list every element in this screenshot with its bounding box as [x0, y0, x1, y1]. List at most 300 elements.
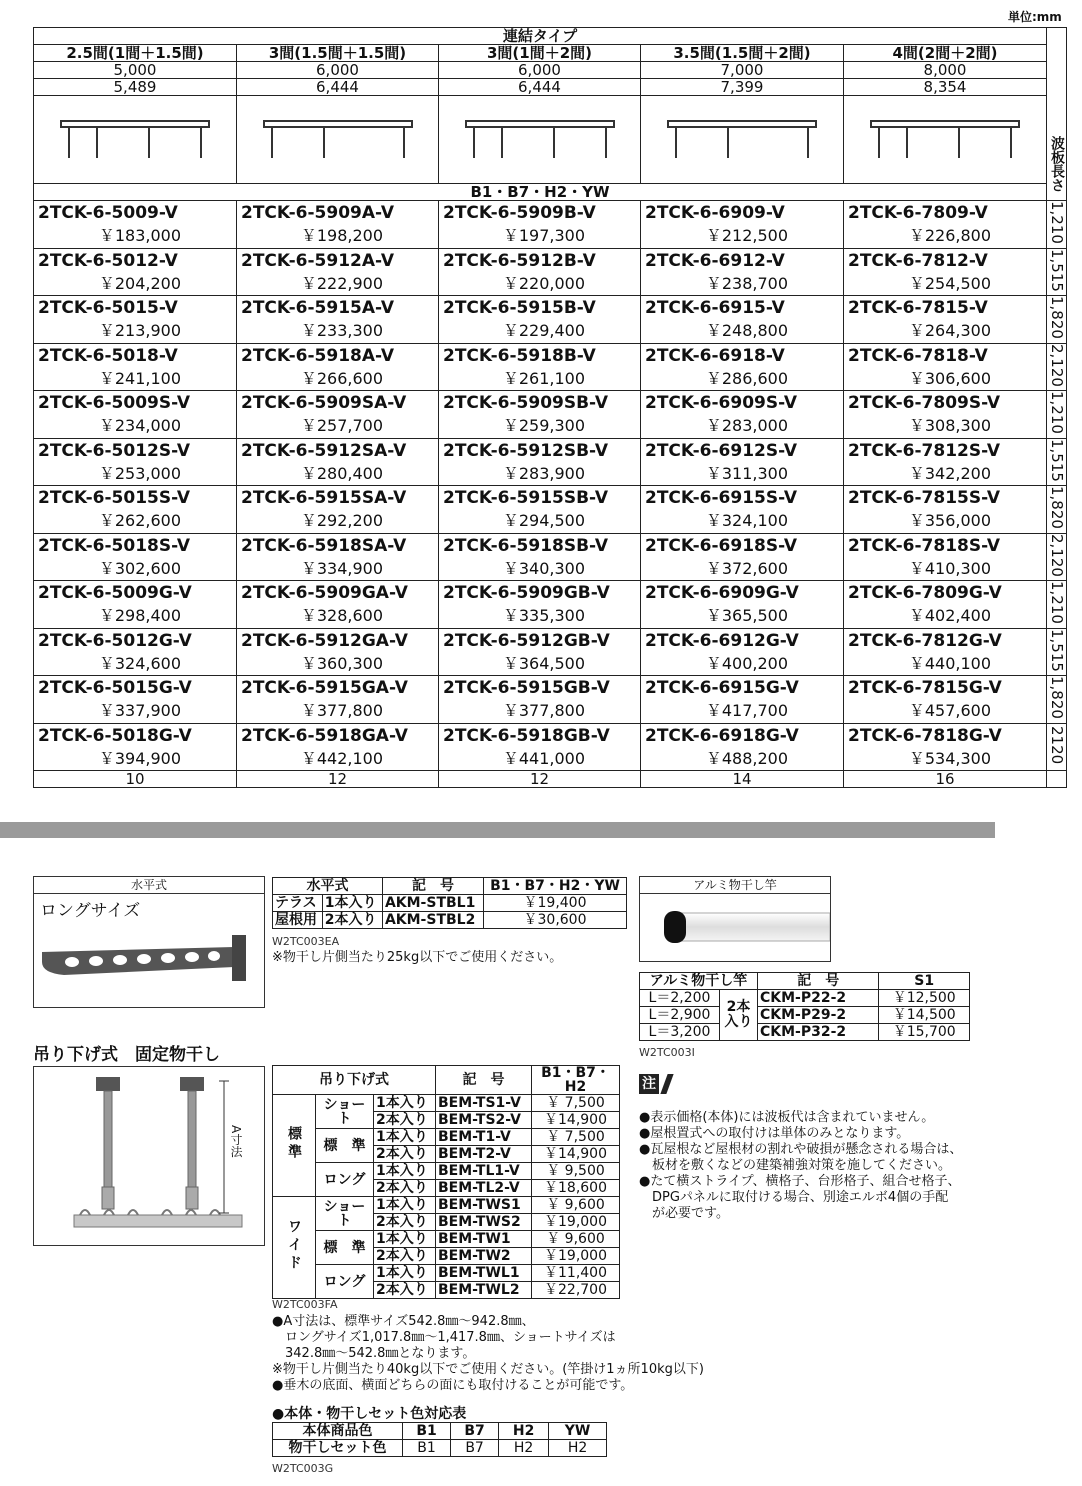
product-code: 2TCK-6-5012G-V: [34, 628, 237, 653]
product-code: 2TCK-6-5018G-V: [34, 723, 237, 748]
hanging-head-color: B1・B7・H2: [532, 1066, 620, 1095]
product-price: ￥324,600: [34, 653, 237, 676]
awning-post: [878, 128, 880, 158]
product-code: 2TCK-6-7818G-V: [844, 723, 1047, 748]
product-price: ￥283,000: [641, 415, 844, 438]
product-code: 2TCK-6-6909-V: [641, 201, 844, 226]
hanging-note-line: ●垂木の底面、横面どちらの面にも取付けることが可能です。: [272, 1378, 634, 1393]
column-width: 5,000: [34, 62, 237, 79]
hanging-qty: 1本入り: [374, 1163, 436, 1180]
column-width: 8,000: [844, 62, 1047, 79]
product-price: ￥306,600: [844, 368, 1047, 391]
awning-post: [271, 128, 273, 158]
wave-length-text: 1,515: [1048, 248, 1067, 292]
product-code: 2TCK-6-5912A-V: [237, 248, 439, 273]
hanger-hole: [161, 953, 175, 963]
horizontal-hanger-image: [34, 917, 264, 1007]
product-code: 2TCK-6-6915-V: [641, 296, 844, 321]
column-width: 7,000: [641, 62, 844, 79]
awning-diagram-cell: [844, 96, 1047, 184]
table-row: [34, 605, 1067, 628]
wave-length-text: 2,120: [1048, 343, 1067, 387]
notice-item: 板材を敷くなどの建築補強対策を施してください。: [639, 1158, 952, 1173]
group-title: 連結タイプ: [34, 28, 1047, 45]
table-row: [34, 581, 1067, 606]
product-code: 2TCK-6-7809-V: [844, 201, 1047, 226]
awning-roof: [667, 120, 817, 128]
pole-code: CKM-P22-2: [758, 990, 879, 1007]
product-price: ￥257,700: [237, 415, 439, 438]
wave-length: [1047, 438, 1067, 486]
table-row: [34, 225, 1067, 248]
awning-diagram: [263, 120, 413, 160]
table-row: [34, 748, 1067, 771]
column-name: 3間(1.5間＋1.5間): [237, 45, 439, 62]
hanging-group-text: ワイド: [286, 1219, 302, 1273]
notice-item: ●表示価格(本体)には波板代は含まれていません。: [639, 1110, 935, 1125]
product-price: ￥328,600: [237, 605, 439, 628]
horizontal-code: AKM-STBL2: [382, 912, 483, 929]
hanging-price: ￥14,900: [532, 1146, 620, 1163]
product-code: 2TCK-6-5918GA-V: [237, 723, 439, 748]
hanger-hole: [113, 955, 127, 965]
product-code: 2TCK-6-6909S-V: [641, 391, 844, 416]
column-name: 2.5間(1間＋1.5間): [34, 45, 237, 62]
awning-post: [1010, 128, 1012, 158]
product-price: ￥342,200: [844, 463, 1047, 486]
awning-diagram-cell: [237, 96, 439, 184]
hanging-size: ロング: [316, 1163, 374, 1197]
notice-item: ●屋根置式への取付けは単体のみとなります。: [639, 1126, 910, 1141]
color-ref: W2TC003G: [272, 1462, 334, 1475]
product-price: ￥402,400: [844, 605, 1047, 628]
hanging-group: [273, 1197, 316, 1299]
horizontal-head-color: B1・B7・H2・YW: [484, 878, 627, 895]
product-price: ￥400,200: [641, 653, 844, 676]
column-depth: 6,444: [237, 79, 439, 96]
wave-length-text: 1,820: [1048, 486, 1067, 530]
horizontal-price: ￥30,600: [484, 912, 627, 929]
column-name: 4間(2間＋2間): [844, 45, 1047, 62]
product-code: 2TCK-6-6915S-V: [641, 486, 844, 511]
product-price: ￥417,700: [641, 700, 844, 723]
pole-price: ￥14,500: [879, 1007, 970, 1024]
product-price: ￥198,200: [237, 225, 439, 248]
wave-length: [1047, 723, 1067, 771]
hanging-code: BEM-TL1-V: [436, 1163, 532, 1180]
table-row: [34, 415, 1067, 438]
horizontal-ref: W2TC003EA: [272, 935, 340, 948]
awning-roof: [870, 120, 1020, 128]
product-price: ￥442,100: [237, 748, 439, 771]
hanging-code: BEM-TW2: [436, 1248, 532, 1265]
hanging-code: BEM-TS1-V: [436, 1095, 532, 1112]
table-row: [34, 368, 1067, 391]
notice-item: ●たて横ストライプ、横格子、台形格子、組合せ格子、: [639, 1174, 961, 1189]
horizontal-price: ￥19,400: [484, 895, 627, 912]
horizontal-note: ※物干し片側当たり25kg以下でご使用ください。: [272, 950, 563, 965]
product-price: ￥377,800: [237, 700, 439, 723]
table-row: [34, 700, 1067, 723]
color-table: [272, 1422, 607, 1457]
product-price: ￥229,400: [439, 320, 641, 343]
horizontal-box-title: 水平式: [34, 877, 264, 894]
column-width: 6,000: [237, 62, 439, 79]
hanger-hole: [208, 951, 220, 961]
hanging-code: BEM-TS2-V: [436, 1112, 532, 1129]
color-row2-label: 物干しセット色: [273, 1440, 403, 1457]
wave-length: [1047, 248, 1067, 296]
hanging-price: ￥ 9,500: [532, 1163, 620, 1180]
set-color: B7: [451, 1440, 499, 1457]
hanging-heading: 吊り下げ式 固定物干し: [33, 1045, 220, 1065]
product-price: ￥238,700: [641, 273, 844, 296]
awning-post: [96, 128, 98, 158]
table-row: [273, 1163, 620, 1180]
product-code: 2TCK-6-6912G-V: [641, 628, 844, 653]
hanger-hole: [185, 952, 199, 962]
product-price: ￥212,500: [641, 225, 844, 248]
body-color: B7: [451, 1423, 499, 1440]
table-row: [34, 248, 1067, 273]
product-code: 2TCK-6-7812G-V: [844, 628, 1047, 653]
product-price: ￥337,900: [34, 700, 237, 723]
wave-length: [1047, 628, 1067, 676]
wave-length: [1047, 581, 1067, 629]
set-color: H2: [549, 1440, 607, 1457]
hanging-size: 標 準: [316, 1129, 374, 1163]
pole-price: ￥15,700: [879, 1024, 970, 1041]
product-code: 2TCK-6-5015S-V: [34, 486, 237, 511]
awning-post: [403, 128, 405, 158]
product-price: ￥213,900: [34, 320, 237, 343]
product-price: ￥264,300: [844, 320, 1047, 343]
product-code: 2TCK-6-7818S-V: [844, 533, 1047, 558]
wave-length: [1047, 296, 1067, 344]
column-count: 14: [641, 771, 844, 788]
product-price: ￥292,200: [237, 510, 439, 533]
column-count: 16: [844, 771, 1047, 788]
table-row: [273, 1231, 620, 1248]
product-price: ￥360,300: [237, 653, 439, 676]
hanging-image-box: [33, 1066, 265, 1246]
product-code: 2TCK-6-7812S-V: [844, 438, 1047, 463]
wave-length-text: 1,820: [1048, 676, 1067, 720]
hanging-notes: [272, 1314, 704, 1394]
color-table-title: ●本体・物干しセット色対応表: [272, 1406, 467, 1422]
product-code: 2TCK-6-5009-V: [34, 201, 237, 226]
hanging-size: ショート: [316, 1095, 374, 1129]
hanging-table: [272, 1065, 620, 1299]
product-code: 2TCK-6-5009G-V: [34, 581, 237, 606]
hanger-hole: [89, 956, 103, 966]
wave-length-text: 1,210: [1048, 201, 1067, 245]
product-code: 2TCK-6-5909A-V: [237, 201, 439, 226]
product-price: ￥410,300: [844, 558, 1047, 581]
pole-length: L＝2,200: [640, 990, 720, 1007]
table-row: [34, 463, 1067, 486]
product-price: ￥308,300: [844, 415, 1047, 438]
hanging-qty: 1本入り: [374, 1265, 436, 1282]
body-color: H2: [499, 1423, 549, 1440]
column-count: 10: [34, 771, 237, 788]
hanging-price: ￥18,600: [532, 1180, 620, 1197]
horizontal-head-type: 水平式: [273, 878, 383, 895]
product-price: ￥534,300: [844, 748, 1047, 771]
product-price: ￥440,100: [844, 653, 1047, 676]
hanging-head-type: 吊り下げ式: [273, 1066, 436, 1095]
long-size-label: ロングサイズ: [40, 901, 141, 921]
table-row: [273, 1265, 620, 1282]
wave-length-text: 1,515: [1048, 628, 1067, 672]
hanging-qty: 2本入り: [374, 1146, 436, 1163]
wave-length: [1047, 201, 1067, 249]
table-row: [273, 1095, 620, 1112]
awning-diagram-cell: [34, 96, 237, 184]
product-code: 2TCK-6-7809S-V: [844, 391, 1047, 416]
pole-box-title: アルミ物干し竿: [640, 877, 830, 894]
awning-post: [807, 128, 809, 158]
product-code: 2TCK-6-5915SB-V: [439, 486, 641, 511]
product-code: 2TCK-6-6909G-V: [641, 581, 844, 606]
pole-ref: W2TC003I: [639, 1046, 695, 1059]
hanging-price: ￥22,700: [532, 1282, 620, 1299]
hanging-code: BEM-TWS2: [436, 1214, 532, 1231]
wave-length-text: 1,210: [1048, 391, 1067, 435]
hanging-code: BEM-T2-V: [436, 1146, 532, 1163]
hanging-group: [273, 1095, 316, 1197]
product-code: 2TCK-6-6912-V: [641, 248, 844, 273]
column-depth: 6,444: [439, 79, 641, 96]
hanging-code: BEM-TW1: [436, 1231, 532, 1248]
awning-post: [473, 128, 475, 158]
awning-post: [906, 128, 908, 158]
dim-a-label: A寸法: [229, 1125, 243, 1158]
product-code: 2TCK-6-7809G-V: [844, 581, 1047, 606]
product-code: 2TCK-6-5909GB-V: [439, 581, 641, 606]
product-price: ￥457,600: [844, 700, 1047, 723]
hanging-price: ￥11,400: [532, 1265, 620, 1282]
product-price: ￥377,800: [439, 700, 641, 723]
product-code: 2TCK-6-7815G-V: [844, 676, 1047, 701]
hanging-size: ロング: [316, 1265, 374, 1299]
product-price: ￥241,100: [34, 368, 237, 391]
product-code: 2TCK-6-5915A-V: [237, 296, 439, 321]
notice-label: 注: [639, 1074, 659, 1094]
awning-roof: [263, 120, 413, 128]
product-code: 2TCK-6-5918B-V: [439, 343, 641, 368]
hanging-price: ￥ 7,500: [532, 1095, 620, 1112]
pole-head-type: アルミ物干し竿: [640, 973, 758, 990]
table-row: [34, 296, 1067, 321]
awning-post: [148, 128, 150, 158]
hanging-note-line: ●A寸法は、標準サイズ542.8㎜～942.8㎜、: [272, 1314, 535, 1329]
hanging-price: ￥ 9,600: [532, 1197, 620, 1214]
horizontal-place: 屋根用: [273, 912, 323, 929]
product-price: ￥372,600: [641, 558, 844, 581]
hanger-hole: [65, 957, 79, 967]
hanging-qty: 1本入り: [374, 1231, 436, 1248]
product-price: ￥311,300: [641, 463, 844, 486]
empty-cell: [1047, 771, 1067, 788]
hanging-ref: W2TC003FA: [272, 1298, 338, 1311]
hanging-qty: 2本入り: [374, 1282, 436, 1299]
table-row: [34, 653, 1067, 676]
section-divider: [0, 822, 995, 838]
pole-qty: 2本入り: [720, 990, 758, 1041]
hanging-qty: 2本入り: [374, 1112, 436, 1129]
product-code: 2TCK-6-5018-V: [34, 343, 237, 368]
hanging-group-text: 標準: [286, 1126, 302, 1162]
awning-post: [727, 128, 729, 158]
horizontal-code: AKM-STBL1: [382, 895, 483, 912]
product-price: ￥259,300: [439, 415, 641, 438]
product-price: ￥261,100: [439, 368, 641, 391]
column-count: 12: [237, 771, 439, 788]
hanging-code: BEM-TWL1: [436, 1265, 532, 1282]
product-code: 2TCK-6-5909SB-V: [439, 391, 641, 416]
awning-diagram-cell: [641, 96, 844, 184]
product-code: 2TCK-6-5909B-V: [439, 201, 641, 226]
pole-length: L＝2,900: [640, 1007, 720, 1024]
body-color: YW: [549, 1423, 607, 1440]
wave-length-text: 1,820: [1048, 296, 1067, 340]
product-code: 2TCK-6-6912S-V: [641, 438, 844, 463]
product-code: 2TCK-6-6918-V: [641, 343, 844, 368]
product-code: 2TCK-6-5918GB-V: [439, 723, 641, 748]
body-color: B1: [403, 1423, 451, 1440]
awning-diagram: [465, 120, 615, 160]
column-count: 12: [439, 771, 641, 788]
pole-head-color: S1: [879, 973, 970, 990]
hanging-code: BEM-T1-V: [436, 1129, 532, 1146]
product-price: ￥365,500: [641, 605, 844, 628]
product-code: 2TCK-6-5012S-V: [34, 438, 237, 463]
hanging-qty: 2本入り: [374, 1214, 436, 1231]
product-price: ￥286,600: [641, 368, 844, 391]
hanging-code: BEM-TL2-V: [436, 1180, 532, 1197]
product-code: 2TCK-6-5012-V: [34, 248, 237, 273]
product-price: ￥364,500: [439, 653, 641, 676]
colors-label: B1・B7・H2・YW: [34, 184, 1047, 201]
product-price: ￥222,900: [237, 273, 439, 296]
product-code: 2TCK-6-5015-V: [34, 296, 237, 321]
table-row: [34, 273, 1067, 296]
product-code: 2TCK-6-5915B-V: [439, 296, 641, 321]
product-price: ￥302,600: [34, 558, 237, 581]
horizontal-head-code: 記 号: [382, 878, 483, 895]
pole-code: CKM-P29-2: [758, 1007, 879, 1024]
unit-label: 単位:mm: [1008, 10, 1062, 24]
product-price: ￥253,000: [34, 463, 237, 486]
wave-length: [1047, 676, 1067, 724]
product-price: ￥324,100: [641, 510, 844, 533]
table-row: [34, 320, 1067, 343]
hanging-price: ￥14,900: [532, 1112, 620, 1129]
hanging-size: 標 準: [316, 1231, 374, 1265]
product-code: 2TCK-6-5015G-V: [34, 676, 237, 701]
product-price: ￥220,000: [439, 273, 641, 296]
wave-length: [1047, 533, 1067, 581]
product-price: ￥197,300: [439, 225, 641, 248]
product-code: 2TCK-6-5912SB-V: [439, 438, 641, 463]
table-row: [34, 201, 1067, 226]
hanging-price: ￥19,000: [532, 1214, 620, 1231]
product-price: ￥294,500: [439, 510, 641, 533]
hanging-qty: 2本入り: [374, 1248, 436, 1265]
product-code: 2TCK-6-5915SA-V: [237, 486, 439, 511]
table-row: [34, 558, 1067, 581]
product-code: 2TCK-6-5918SA-V: [237, 533, 439, 558]
awning-post: [501, 128, 503, 158]
hanging-note-line: 342.8㎜～542.8㎜となります。: [272, 1346, 476, 1361]
hanging-code: BEM-TWL2: [436, 1282, 532, 1299]
hanging-size: ショート: [316, 1197, 374, 1231]
table-row: [34, 391, 1067, 416]
product-code: 2TCK-6-7818-V: [844, 343, 1047, 368]
product-price: ￥183,000: [34, 225, 237, 248]
pole-price: ￥12,500: [879, 990, 970, 1007]
product-code: 2TCK-6-5918A-V: [237, 343, 439, 368]
column-name: 3.5間(1.5間＋2間): [641, 45, 844, 62]
product-price: ￥226,800: [844, 225, 1047, 248]
horizontal-place: テラス: [273, 895, 323, 912]
notice-item: が必要です。: [639, 1206, 729, 1221]
notice-item: DPGパネルに取付ける場合、別途エルボ4個の手配: [639, 1190, 949, 1205]
hanging-code: BEM-TWS1: [436, 1197, 532, 1214]
product-code: 2TCK-6-5912B-V: [439, 248, 641, 273]
product-price: ￥334,900: [237, 558, 439, 581]
table-row: [34, 510, 1067, 533]
product-code: 2TCK-6-6918G-V: [641, 723, 844, 748]
wave-length: [1047, 391, 1067, 439]
column-depth: 5,489: [34, 79, 237, 96]
notice-list: [639, 1110, 962, 1222]
product-price: ￥356,000: [844, 510, 1047, 533]
product-price: ￥340,300: [439, 558, 641, 581]
product-price: ￥335,300: [439, 605, 641, 628]
awning-post: [958, 128, 960, 158]
product-price: ￥394,900: [34, 748, 237, 771]
hanging-price: ￥ 9,600: [532, 1231, 620, 1248]
column-depth: 7,399: [641, 79, 844, 96]
wave-length-text: 1,515: [1048, 438, 1067, 482]
notice-slash-icon: [660, 1074, 673, 1094]
horizontal-qty: 2本入り: [322, 912, 382, 929]
hanging-qty: 2本入り: [374, 1180, 436, 1197]
horizontal-table: [272, 877, 627, 929]
set-color: H2: [499, 1440, 549, 1457]
product-code: 2TCK-6-5909SA-V: [237, 391, 439, 416]
table-row: [34, 533, 1067, 558]
column-name: 3間(1間＋2間): [439, 45, 641, 62]
product-code: 2TCK-6-5918SB-V: [439, 533, 641, 558]
product-code: 2TCK-6-5018S-V: [34, 533, 237, 558]
product-price: ￥283,900: [439, 463, 641, 486]
awning-post: [553, 128, 555, 158]
wave-length-text: 2,120: [1048, 533, 1067, 577]
product-code: 2TCK-6-5912GB-V: [439, 628, 641, 653]
product-code: 2TCK-6-6915G-V: [641, 676, 844, 701]
hanging-qty: 1本入り: [374, 1129, 436, 1146]
awning-diagram-cell: [439, 96, 641, 184]
pole-image-box: [639, 876, 831, 962]
product-price: ￥266,600: [237, 368, 439, 391]
table-row: [34, 723, 1067, 748]
pole-head-code: 記 号: [758, 973, 879, 990]
hanging-qty: 1本入り: [374, 1095, 436, 1112]
awning-post: [200, 128, 202, 158]
